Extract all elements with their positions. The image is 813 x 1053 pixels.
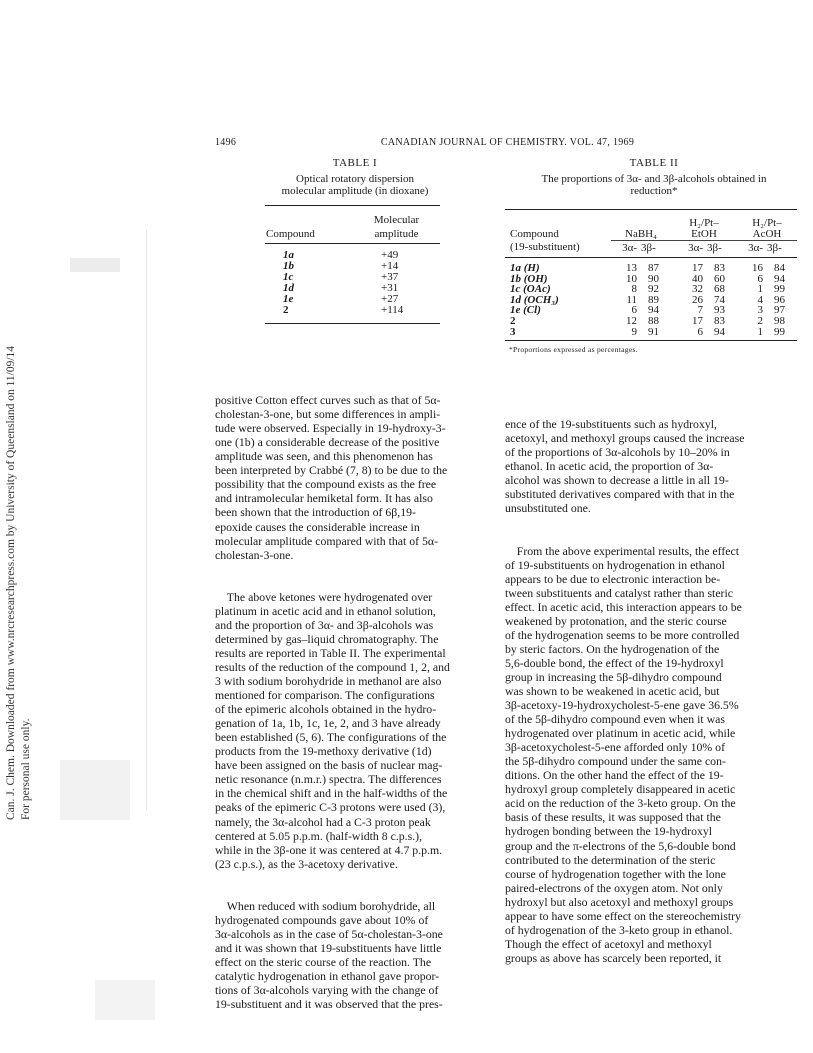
page-number: 1496	[215, 137, 237, 148]
table-2-caption-line2: reduction*	[630, 185, 678, 197]
table-2-cell: 94	[703, 327, 737, 341]
scan-artifact	[95, 980, 155, 1020]
table-2-grid	[505, 209, 797, 341]
table-2-cell: 68	[714, 283, 725, 296]
download-notice-line1: Can. J. Chem. Downloaded from www.nrcresearchpress.com by University of Queensland on 11/09/14	[5, 345, 17, 820]
table-2-header-compound-line1: Compound	[510, 228, 559, 241]
table-2-title: TABLE II	[629, 157, 679, 169]
table-2-header-beta: 3β-	[637, 241, 671, 258]
table-1-title: TABLE I	[332, 157, 378, 169]
table-2-cell: 93	[714, 304, 725, 317]
download-notice-line2: For personal use only.	[20, 718, 32, 820]
table-2-header-nabh4: NaBH₄	[611, 210, 671, 241]
table-2-cell: 96	[774, 293, 785, 306]
table-row	[505, 258, 797, 274]
table-2-cell: 12	[626, 314, 637, 327]
table-2-compound: 1c (OAc)	[510, 283, 551, 296]
table-2-header-compound-line2: (19-substituent)	[505, 241, 611, 258]
table-2-compound: 1a (H)	[510, 262, 540, 274]
table-2-cell: 94	[774, 272, 785, 285]
download-notice	[4, 235, 52, 820]
table-2-cell: 16	[752, 262, 763, 274]
table-row	[505, 327, 797, 341]
table-2-cell: 89	[648, 293, 659, 306]
table-1-value: +114	[353, 305, 440, 324]
table-1-compound: 1c	[283, 271, 294, 283]
table-2-cell: 3	[757, 304, 763, 317]
table-2-cell: 83	[714, 314, 725, 327]
table-2-cell: 26	[692, 293, 703, 306]
table-2-cell: 1	[757, 283, 763, 296]
table-2-compound: 1d (OCH₃)	[510, 293, 559, 306]
table-2-compound: 1b (OH)	[510, 272, 548, 285]
table-2-cell: 6	[631, 304, 637, 317]
table-2-cell: 4	[757, 293, 763, 306]
table-1-value: +31	[381, 282, 399, 294]
table-2-compound: 2	[510, 314, 516, 327]
table-2-header-acoh-line2: AcOH	[752, 228, 782, 240]
table-1-compound: 1e	[283, 293, 294, 305]
table-2-header-alpha: 3α-	[671, 241, 703, 258]
table-row	[265, 244, 440, 262]
table-2-caption-line1: The proportions of 3α- and 3β-alcohols obtained in	[541, 173, 767, 185]
table-1-compound: 1a	[283, 249, 294, 261]
table-2-cell: 83	[714, 262, 725, 274]
table-2-cell: 84	[774, 262, 785, 274]
table-2-header-beta: 3β-	[763, 241, 797, 258]
table-2-header-alpha: 3α-	[611, 241, 637, 258]
table-1-grid	[265, 205, 440, 324]
table-2-cell: 94	[648, 304, 659, 317]
right-column	[505, 389, 798, 979]
table-2-cell: 40	[692, 272, 703, 285]
table-row	[265, 294, 440, 305]
table-2-cell: 99	[774, 283, 785, 296]
table-2-cell: 99	[763, 327, 797, 341]
body-paragraph: From the above experimental results, the effect of 19-substituents on hydrogenation in ethanol appears to be due to electronic interaction be- tween substituents and catalyst rather than steric effect. In acetic acid, this interaction appears to be weakened by protonation, and the steric course of the hydrogenation seems to be more controlled by steric factors. On the hydrogenation of the 5,6-double bond, the effect of the 19-hydroxyl group in increasing the 5β-dihydro compound was shown to be weakened in acetic acid, but 3β-acetoxy-19-hydroxycholest-5-ene gave 36.5% of the 5β-dihydro compound even when it was hydrogenated over platinum in acetic acid, while 3β-acetoxycholest-5-ene afforded only 10% of the 5β-dihydro compound under the same con- ditions. On the other hand the effect of the 19- hydroxyl group completely disappeared in acetic acid on the reduction of the 3-keto group. On the basis of these results, it was supposed that the hydrogen bonding between the 19-hydroxyl group and the π-electrons of the 5,6-double bond contributed to the determination of the steric course of hydrogenation together with the lone paired-electrons of the oxygen atom. Not only hydroxyl but also acetoxyl and methoxyl groups appear to have some effect on the stereochemistry of hydrogenation of the 3-keto group in ethanol. Though the effect of acetoxyl and methoxyl groups as above has scarcely been reported, it	[505, 543, 742, 965]
table-2-cell: 11	[626, 293, 637, 306]
table-1-value: +27	[381, 293, 399, 305]
table-2-header-etoh-line2: EtOH	[691, 228, 717, 240]
table-1-compound: 1d	[283, 282, 294, 294]
margin-rule	[146, 230, 147, 810]
table-1-caption-line2: molecular amplitude (in dioxane)	[281, 185, 429, 197]
table-2-cell: 97	[774, 304, 785, 317]
table-2-cell: 88	[648, 314, 659, 327]
body-paragraph: When reduced with sodium borohydride, all hydrogenated compounds gave about 10% of 3α-alcohols as in the case of 5α-cholestan-3-one and it was shown that 19-substituents have little effect on the steric course of the reaction. The catalytic hydrogenation in ethanol gave propor- tions of 3α-alcohols varying with the change of 19-substituent and it was observed that the pres-	[215, 898, 443, 1012]
table-1-caption-line1: Optical rotatory dispersion	[296, 173, 414, 185]
scan-artifact	[70, 258, 120, 272]
table-2-cell: 17	[692, 262, 703, 274]
table-2-cell: 9	[611, 327, 637, 341]
table-2-cell: 91	[637, 327, 671, 341]
scan-artifact	[60, 760, 130, 820]
table-2-header-alpha: 3α-	[737, 241, 763, 258]
table-2-cell: 87	[648, 262, 659, 274]
table-2-cell: 98	[774, 314, 785, 327]
table-2-footnote: *Proportions expressed as percentages.	[509, 345, 638, 355]
table-2-header-etoh-line1: H₂/Pt–	[671, 210, 737, 230]
table-2-cell: 90	[648, 272, 659, 285]
table-1	[265, 157, 445, 324]
left-column	[215, 365, 500, 1025]
table-2-header-beta: 3β-	[703, 241, 737, 258]
table-2-cell: 60	[714, 272, 725, 285]
table-2-compound: 1e (Cl)	[510, 304, 541, 317]
table-row	[265, 305, 440, 324]
table-1-header-compound: Compound	[265, 206, 353, 244]
table-1-header-amplitude-line1: Molecular	[353, 206, 440, 228]
table-1-value: +14	[381, 260, 399, 272]
running-header	[215, 137, 800, 153]
table-2-cell: 8	[631, 283, 637, 296]
table-1-value: +37	[381, 271, 399, 283]
body-paragraph: ence of the 19-substituents such as hydroxyl, acetoxyl, and methoxyl groups caused the increase of the proportions of 3α-alcohols by 10–20% in ethanol. In acetic acid, the proportion of 3α- alcohol was shown to decrease a little in all 19- substituted derivatives compared with that in the unsubstituted one.	[505, 417, 745, 516]
table-2-cell: 17	[692, 314, 703, 327]
table-2-cell: 6	[671, 327, 703, 341]
table-2-cell: 7	[697, 304, 703, 317]
body-paragraph: The above ketones were hydrogenated over platinum in acetic acid and in ethanol solution, and the proportion of 3α- and 3β-alcohols was determined by gas–liquid chromatography. The results are reported in Table II. The experimental results of the reduction of the compound 1, 2, and 3 with sodium borohydride in methanol are also mentioned for comparison. The configurations of the epimeric alcohols obtained in the hydro- genation of 1a, 1b, 1c, 1e, 2, and 3 have already been established (5, 6). The configurations of the products from the 19-methoxy derivative (1d) have been assigned on the basis of nuclear mag- netic resonance (n.m.r.) spectra. The differences in the chemical shift and in the half-widths of the peaks of the epimeric C-3 protons were used (3), namely, the 3α-alcohol had a C-3 proton peak centered at 5.05 p.p.m. (half-width 8 c.p.s.), while in the 3β-one it was centered at 4.7 p.p.m. (23 c.p.s.), as the 3-acetoxy derivative.	[215, 589, 450, 871]
table-row	[505, 316, 797, 327]
table-2-cell: 13	[626, 262, 637, 274]
table-1-value: +49	[381, 249, 399, 261]
table-1-compound: 1b	[283, 260, 294, 272]
running-title: CANADIAN JOURNAL OF CHEMISTRY. VOL. 47, 1969	[380, 137, 635, 148]
body-paragraph: positive Cotton effect curves such as that of 5α- cholestan-3-one, but some differences in ampli- tude were observed. Especially in 19-hydroxy-3- one (1b) a considerable decrease of the positive amplitude was seen, and this phenomenon has been interpreted by Crabbé (7, 8) to be due to the possibility that the compound exists as the free and intramolecular hemiketal form. It has also been shown that the introduction of 6β,19- epoxide causes the considerable increase in molecular amplitude compared with that of 5α- cholestan-3-one.	[215, 393, 448, 562]
table-2-cell: 32	[692, 283, 703, 296]
table-1-compound: 2	[283, 304, 289, 316]
table-2-compound: 3	[510, 325, 516, 338]
table-2-cell: 1	[737, 327, 763, 341]
table-2-cell: 6	[757, 272, 763, 285]
table-2-cell: 2	[757, 314, 763, 327]
table-2-cell: 74	[714, 293, 725, 306]
table-2-cell: 92	[648, 283, 659, 296]
table-2-cell: 10	[626, 272, 637, 285]
table-2-header-acoh-line1: H₂/Pt–	[737, 210, 797, 230]
table-2	[505, 157, 803, 354]
table-1-header-amplitude-line2: amplitude	[353, 227, 440, 244]
